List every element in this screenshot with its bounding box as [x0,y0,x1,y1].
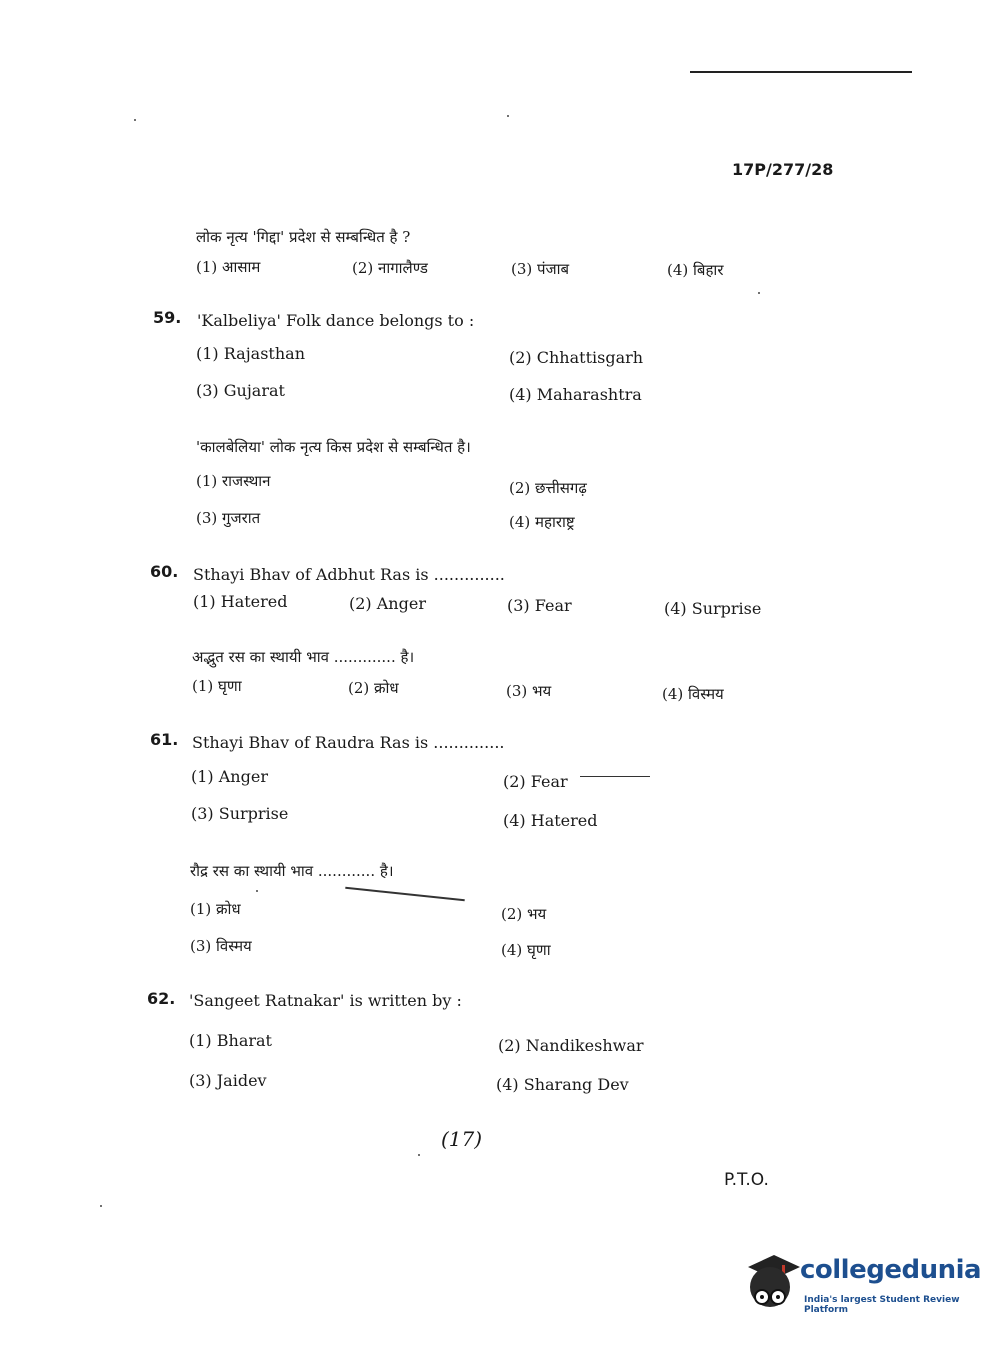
q62-option-4: (4) Sharang Dev [496,1075,629,1094]
q58-hindi-option-4: (4) बिहार [667,261,724,279]
q61-option-1: (1) Anger [191,767,268,786]
q62-option-2: (2) Nandikeshwar [498,1036,644,1055]
page-number: (17) [441,1127,483,1151]
brand-tagline: India's largest Student Review Platform [804,1295,960,1315]
q61-number: 61. [150,730,179,749]
q62-number: 62. [147,989,176,1008]
scan-speck [256,890,258,892]
q61-hindi-option-4: (4) घृणा [501,941,551,959]
q62-text: 'Sangeet Ratnakar' is written by : [189,991,462,1010]
brand-name: collegedunia [800,1255,982,1285]
q60-option-4: (4) Surprise [664,599,762,618]
scan-speck [100,1205,102,1207]
q58-hindi-option-1: (1) आसाम [196,258,261,276]
q59-option-4: (4) Maharashtra [509,385,642,404]
q60-number: 60. [150,562,179,581]
mascot-icon [742,1251,802,1315]
scan-speck [758,292,760,294]
header-rule [690,71,912,73]
q62-option-3: (3) Jaidev [189,1071,267,1090]
q60-hindi-option-1: (1) घृणा [192,677,242,695]
q59-text: 'Kalbeliya' Folk dance belongs to : [197,311,475,330]
q59-hindi-option-4: (4) महाराष्ट्र [509,513,575,531]
q61-hindi-option-3: (3) विस्मय [190,937,252,955]
paper-code: 17P/277/28 [732,160,834,179]
q59-hindi-text: 'कालबेलिया' लोक नृत्य किस प्रदेश से सम्बन्धित है। [196,438,471,456]
q60-hindi-option-3: (3) भय [506,682,552,700]
q58-hindi-option-3: (3) पंजाब [511,260,570,278]
q60-hindi-text: अद्भुत रस का स्थायी भाव ............. है। [192,648,415,666]
q61-text: Sthayi Bhav of Raudra Ras is .............. [192,733,505,752]
scan-speck [418,1154,420,1156]
collegedunia-logo [742,1251,982,1315]
q61-option-4: (4) Hatered [503,811,598,830]
q60-hindi-option-4: (4) विस्मय [662,685,724,703]
q61-hindi-option-1: (1) क्रोध [190,900,241,918]
q59-option-2: (2) Chhattisgarh [509,348,644,367]
q59-number: 59. [153,308,182,327]
q59-hindi-option-2: (2) छत्तीसगढ़ [509,479,587,497]
q60-option-3: (3) Fear [507,596,572,615]
q61-hindi-text: रौद्र रस का स्थायी भाव ............ है। [190,862,394,880]
pen-stroke [580,776,650,777]
q58-hindi-option-2: (2) नागालैण्ड [352,259,428,277]
q61-hindi-option-2: (2) भय [501,905,547,923]
q60-option-1: (1) Hatered [193,592,288,611]
q59-hindi-option-3: (3) गुजरात [196,509,261,527]
q60-hindi-option-2: (2) क्रोध [348,679,399,697]
q59-option-3: (3) Gujarat [196,381,285,400]
pen-stroke [345,887,465,902]
q62-option-1: (1) Bharat [189,1031,272,1050]
q61-option-3: (3) Surprise [191,804,289,823]
scan-speck [134,119,136,121]
q59-option-1: (1) Rajasthan [196,344,305,363]
q59-hindi-option-1: (1) राजस्थान [196,472,271,490]
q61-option-2: (2) Fear [503,772,568,791]
scan-speck [507,115,509,117]
q60-option-2: (2) Anger [349,594,426,613]
pto-label: P.T.O. [724,1170,769,1190]
q58-hindi-text: लोक नृत्य 'गिद्दा' प्रदेश से सम्बन्धित है ? [196,228,411,246]
q60-text: Sthayi Bhav of Adbhut Ras is .............. [193,565,505,584]
